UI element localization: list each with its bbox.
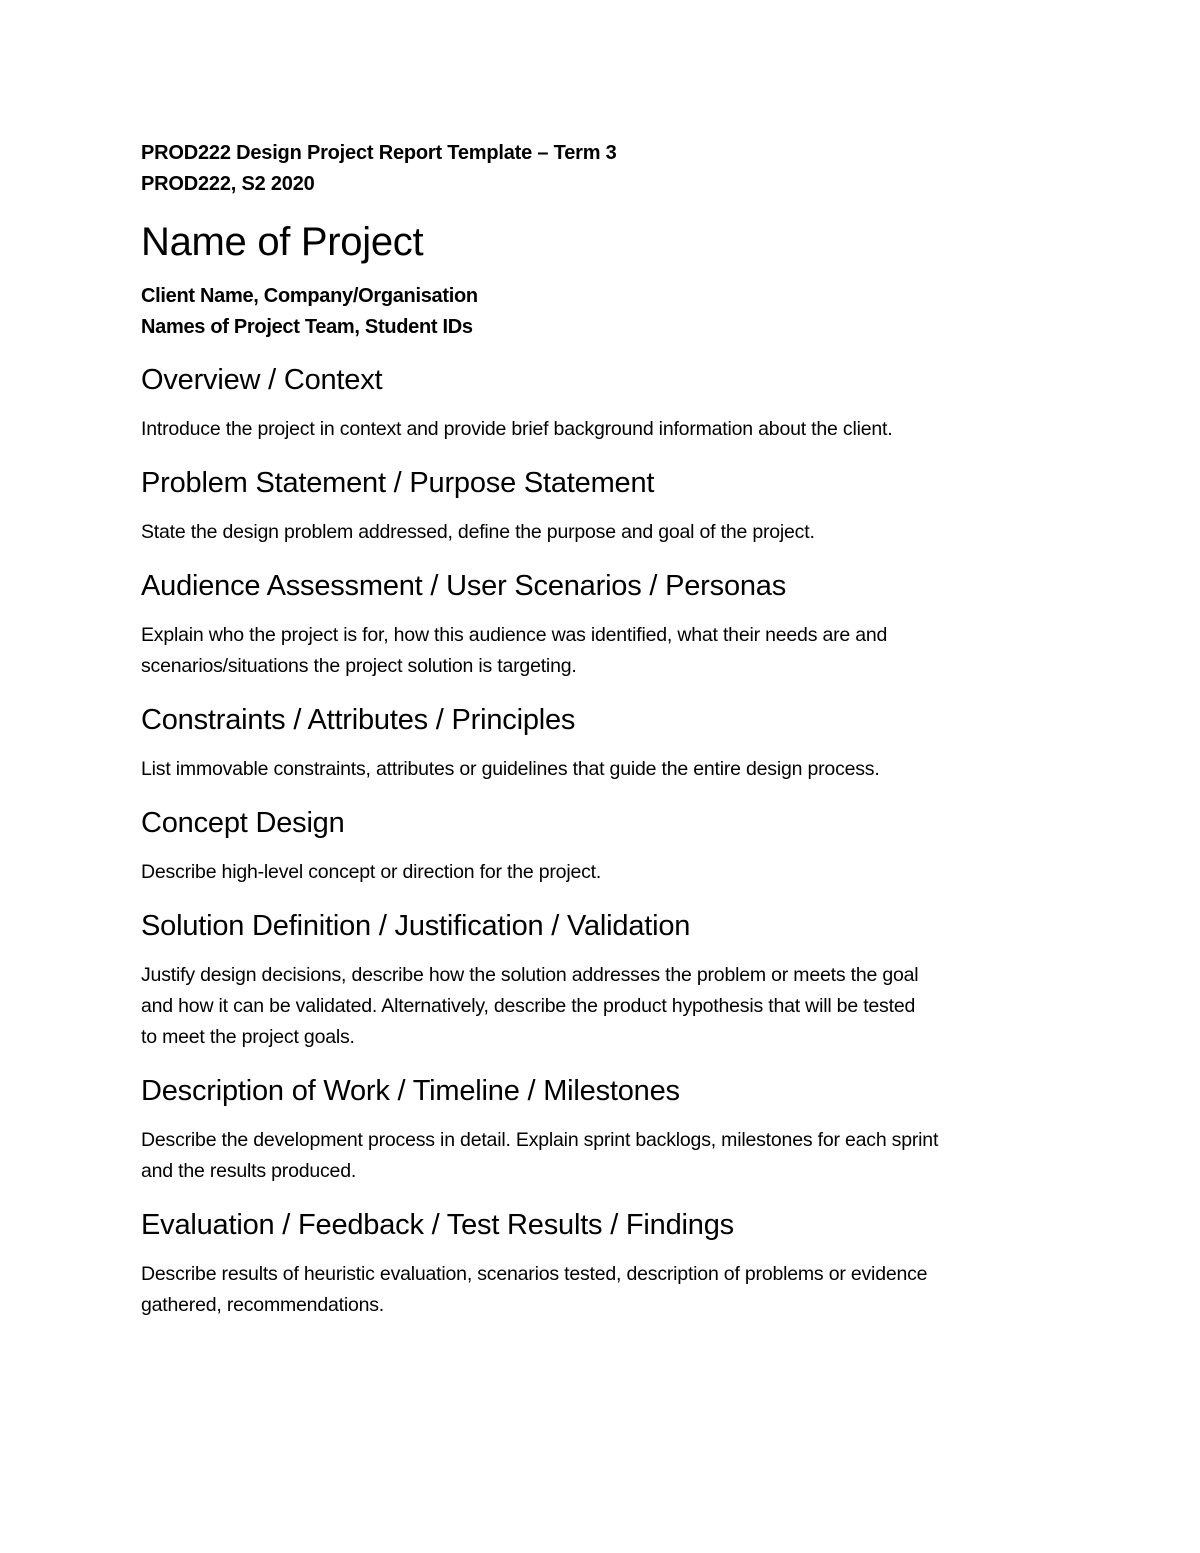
section-body-line: gathered, recommendations. <box>141 1294 385 1316</box>
section-heading: Solution Definition / Justification / Validation <box>141 910 691 942</box>
section <box>141 568 1061 682</box>
project-meta <box>141 281 1061 343</box>
section-body <box>141 857 1061 888</box>
header-course-title: PROD222 Design Project Report Template – Term 3 <box>141 142 617 164</box>
section-body-line: Explain who the project is for, how this audience was identified, what their needs are and <box>141 624 888 646</box>
sections-container <box>141 362 1061 1321</box>
section <box>141 465 1061 548</box>
section-body-line: List immovable constraints, attributes or guidelines that guide the entire design process. <box>141 758 880 780</box>
section-heading: Evaluation / Feedback / Test Results / Findings <box>141 1209 734 1241</box>
section-heading: Constraints / Attributes / Principles <box>141 704 576 736</box>
section-body-line: and the results produced. <box>141 1160 357 1182</box>
section <box>141 362 1061 445</box>
section <box>141 702 1061 785</box>
section-body-line: Describe high-level concept or direction for the project. <box>141 861 602 883</box>
section-body <box>141 414 1061 445</box>
section-body-line: Introduce the project in context and provide brief background information about the client. <box>141 418 893 440</box>
section-body <box>141 960 1061 1053</box>
section-heading: Concept Design <box>141 807 345 839</box>
section-heading: Description of Work / Timeline / Milestones <box>141 1075 680 1107</box>
section-body <box>141 754 1061 785</box>
section-heading: Audience Assessment / User Scenarios / Personas <box>141 570 787 602</box>
section-body-line: and how it can be validated. Alternatively, describe the product hypothesis that will be tested <box>141 995 916 1017</box>
team-names: Names of Project Team, Student IDs <box>141 316 473 338</box>
section-heading: Overview / Context <box>141 364 383 396</box>
section <box>141 1073 1061 1187</box>
section-body-line: Describe the development process in detail. Explain sprint backlogs, milestones for each sprint <box>141 1129 939 1151</box>
section-body <box>141 1259 1061 1321</box>
section-body <box>141 517 1061 548</box>
section-body-line: scenarios/situations the project solution is targeting. <box>141 655 577 677</box>
section-body-line: Justify design decisions, describe how the solution addresses the problem or meets the goal <box>141 964 919 986</box>
document-header <box>141 138 1061 200</box>
section-body <box>141 620 1061 682</box>
section-body-line: Describe results of heuristic evaluation, scenarios tested, description of problems or evidence <box>141 1263 928 1285</box>
section-body-line: State the design problem addressed, define the purpose and goal of the project. <box>141 521 815 543</box>
project-title: Name of Project <box>141 220 424 264</box>
section <box>141 805 1061 888</box>
section-body <box>141 1125 1061 1187</box>
section <box>141 908 1061 1053</box>
document-page <box>141 138 1061 1321</box>
section <box>141 1207 1061 1321</box>
header-course-term: PROD222, S2 2020 <box>141 173 315 195</box>
section-heading: Problem Statement / Purpose Statement <box>141 467 655 499</box>
section-body-line: to meet the project goals. <box>141 1026 355 1048</box>
client-name: Client Name, Company/Organisation <box>141 285 478 307</box>
